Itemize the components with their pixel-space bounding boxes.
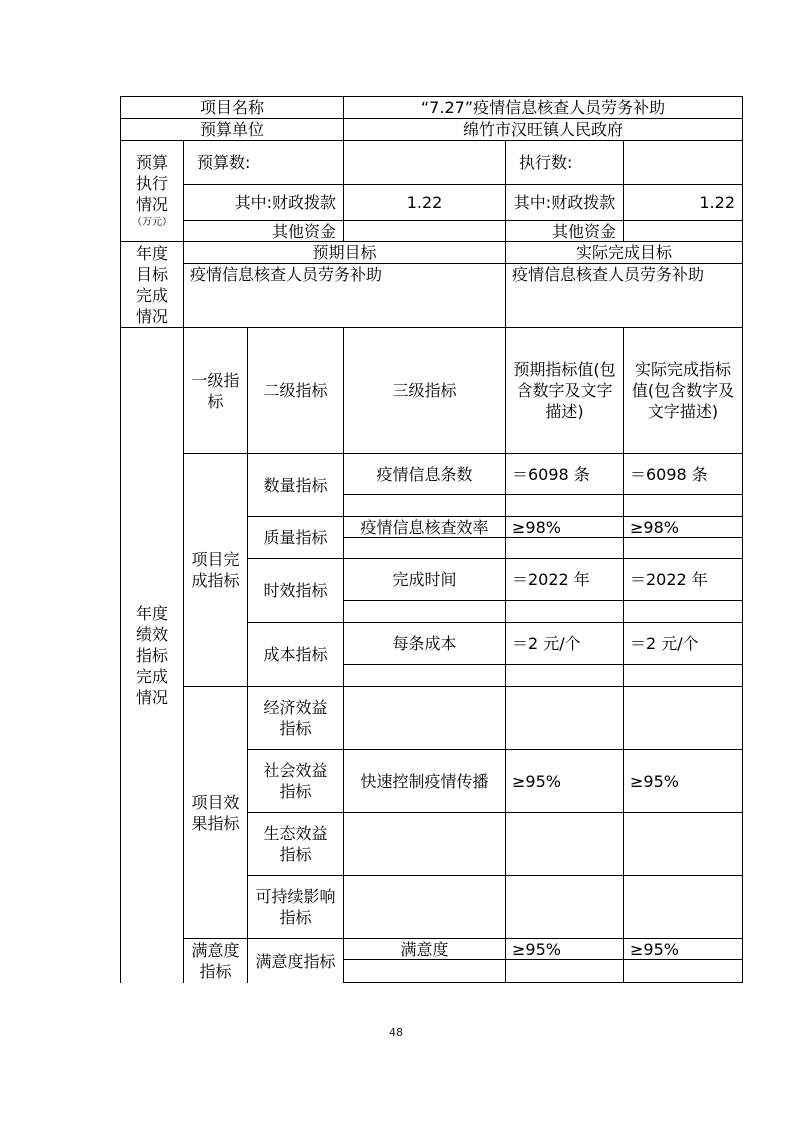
other-funds-execution-label: 其他资金 (505, 220, 624, 242)
timeliness-indicator-item: 完成时间 (343, 558, 506, 601)
empty-cell (623, 220, 743, 242)
empty-cell (343, 812, 506, 876)
actual-value-header: 实际完成指标 值(包含数字及 文字描述) (623, 327, 743, 454)
empty-cell (623, 600, 743, 623)
cost-indicator-name: 成本指标 (247, 622, 344, 687)
level1-indicator-header: 一级指 标 (183, 327, 248, 454)
empty-cell (623, 664, 743, 687)
budget-unit-label: 预算单位 (120, 118, 344, 141)
empty-cell (343, 494, 506, 517)
page-number: 48 (389, 1026, 403, 1039)
expected-value-header: 预期指标值(包 含数字及文字 描述) (505, 327, 624, 454)
empty-cell (623, 812, 743, 876)
performance-section-label: 年度 绩效 指标 完成 情况 (120, 327, 184, 983)
social-benefit-indicator-name: 社会效益 指标 (247, 749, 344, 813)
sustainable-impact-indicator-name: 可持续影响 指标 (247, 875, 344, 939)
completion-indicators-label: 项目完 成指标 (183, 453, 248, 687)
empty-cell (623, 537, 743, 559)
cost-indicator-item: 每条成本 (343, 622, 506, 665)
empty-cell (623, 875, 743, 939)
empty-cell (505, 875, 624, 939)
empty-cell (505, 600, 624, 623)
cost-actual-value: ＝2 元/个 (623, 622, 743, 665)
empty-cell (505, 537, 624, 559)
empty-cell (623, 140, 743, 185)
empty-cell (505, 959, 624, 983)
fiscal-execution-value: 1.22 (623, 184, 743, 221)
actual-goal-header: 实际完成目标 (505, 241, 743, 264)
social-benefit-expected-value: ≥95% (505, 749, 624, 813)
empty-cell (623, 494, 743, 517)
social-benefit-indicator-item: 快速控制疫情传播 (343, 749, 506, 813)
satisfaction-indicators-label: 满意度 指标 (183, 938, 248, 983)
timeliness-indicator-name: 时效指标 (247, 558, 344, 623)
level3-indicator-header: 三级指标 (343, 327, 506, 454)
quality-actual-value: ≥98% (623, 516, 743, 538)
empty-cell (505, 664, 624, 687)
empty-cell (343, 875, 506, 939)
quality-expected-value: ≥98% (505, 516, 624, 538)
empty-cell (623, 959, 743, 983)
fiscal-budget-value: 1.22 (343, 184, 506, 221)
economic-benefit-indicator-name: 经济效益 指标 (247, 686, 344, 750)
quality-indicator-item: 疫情信息核查效率 (343, 516, 506, 538)
satisfaction-actual-value: ≥95% (623, 938, 743, 960)
empty-cell (343, 140, 506, 185)
quantity-expected-value: ＝6098 条 (505, 453, 624, 495)
budget-execution-title: 预算 执行 情况 (135, 152, 168, 214)
actual-goal-content: 疫情信息核查人员劳务补助 (505, 263, 743, 328)
annual-goal-section-label: 年度 目标 完成 情况 (120, 241, 184, 328)
expected-goal-content: 疫情信息核查人员劳务补助 (183, 263, 506, 328)
ecological-benefit-indicator-name: 生态效益 指标 (247, 812, 344, 876)
project-name-label: 项目名称 (120, 96, 344, 119)
empty-cell (343, 537, 506, 559)
fiscal-budget-label: 其中:财政拨款 (183, 184, 344, 221)
empty-cell (505, 686, 624, 750)
quantity-actual-value: ＝6098 条 (623, 453, 743, 495)
timeliness-expected-value: ＝2022 年 (505, 558, 624, 601)
effect-indicators-label: 项目效 果指标 (183, 686, 248, 939)
quantity-indicator-item: 疫情信息条数 (343, 453, 506, 495)
social-benefit-actual-value: ≥95% (623, 749, 743, 813)
execution-total-label: 执行数: (505, 140, 624, 185)
empty-cell (505, 812, 624, 876)
empty-cell (505, 494, 624, 517)
empty-cell (343, 600, 506, 623)
budget-unit-note: （万元） (132, 216, 172, 228)
cost-expected-value: ＝2 元/个 (505, 622, 624, 665)
satisfaction-indicator-item: 满意度 (343, 938, 506, 960)
quality-indicator-name: 质量指标 (247, 516, 344, 559)
satisfaction-expected-value: ≥95% (505, 938, 624, 960)
level2-indicator-header: 二级指标 (247, 327, 344, 454)
other-funds-budget-label: 其他资金 (183, 220, 344, 242)
quantity-indicator-name: 数量指标 (247, 453, 344, 517)
empty-cell (343, 220, 506, 242)
fiscal-execution-label: 其中:财政拨款 (505, 184, 624, 221)
timeliness-actual-value: ＝2022 年 (623, 558, 743, 601)
project-name-value: “7.27”疫情信息核查人员劳务补助 (343, 96, 743, 119)
empty-cell (343, 686, 506, 750)
empty-cell (623, 686, 743, 750)
budget-execution-section-label (120, 140, 184, 242)
empty-cell (343, 959, 506, 983)
empty-cell (343, 664, 506, 687)
budget-total-label: 预算数: (183, 140, 344, 185)
expected-goal-header: 预期目标 (183, 241, 506, 264)
satisfaction-indicator-name: 满意度指标 (247, 938, 344, 983)
budget-unit-value: 绵竹市汉旺镇人民政府 (343, 118, 743, 141)
